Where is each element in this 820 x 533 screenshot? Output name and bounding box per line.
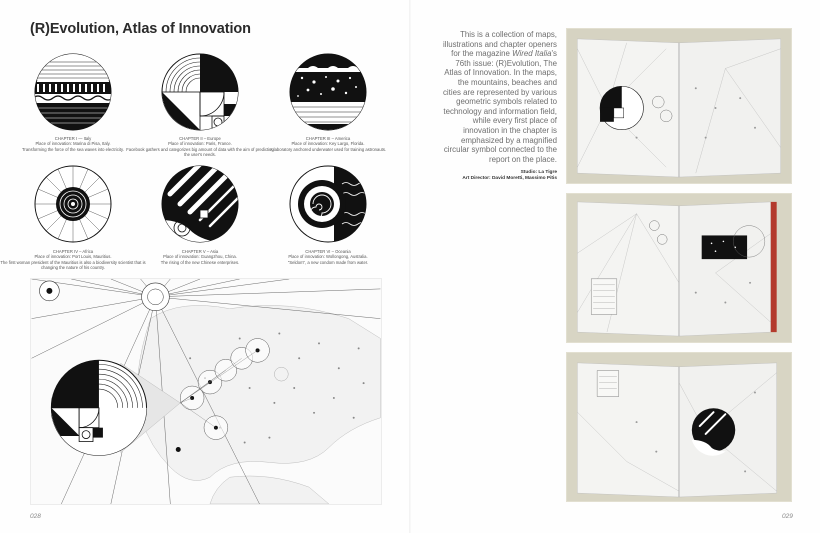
photo-book-spread-3 [566, 352, 792, 502]
chapter-emblem-italy [33, 52, 113, 132]
caption-place: Place of innovation: Key Largo, Florida. [291, 141, 365, 147]
caption-heading: CHAPTER V – Asia [181, 249, 219, 254]
caption-place: Place of innovation: Port Louis, Mauritius. [34, 254, 112, 260]
photo-book-spread-1 [566, 28, 792, 184]
caption-place: Place of innovation: Paris, France. [168, 141, 232, 147]
caption-oceania [253, 249, 403, 265]
caption-place: Place of innovation: Wollongong, Australia. [288, 254, 368, 260]
studio-credit: Studio: La Tigre [520, 170, 557, 175]
page-number-right: 029 [782, 513, 793, 520]
caption-heading: CHAPTER II – Europe [179, 136, 221, 141]
book-gutter [409, 0, 411, 533]
caption-description: Facebook gathers and categorizes big amount of data with the aim of predicting the user's needs. [126, 146, 274, 158]
caption-heading: CHAPTER III – America [305, 136, 351, 141]
art-director-credit: Art Director: David Moretti, Massimo Pitis [462, 176, 557, 182]
intro-text-part: This is a collection of maps, illustrations and chapter openers for the magazine [442, 30, 557, 59]
intro-text [441, 30, 557, 164]
caption-heading: CHAPTER VI – Oceania [305, 249, 351, 254]
credits [441, 170, 557, 183]
caption-place: Place of innovation: Guangzhou, China. [163, 254, 237, 260]
chapter-emblem-america [288, 52, 368, 132]
chapter-emblem-africa [33, 164, 113, 244]
europe-map-illustration [30, 278, 382, 505]
magazine-name: Wired Italia [512, 49, 552, 59]
photo-book-spread-2 [566, 193, 792, 343]
caption-description: A laboratory anchored underwater used for training astronauts. [269, 146, 387, 152]
caption-description: Transforming the force of the sea waves into electricity. [22, 146, 124, 152]
intro-body [443, 30, 557, 164]
page-number-left: 028 [30, 513, 41, 520]
chapter-emblem-oceania [288, 164, 368, 244]
caption-description: The first woman president of the Mauritius is also a biodiversity scientist that is changing the nature of his country. [0, 259, 146, 271]
caption-heading: CHAPTER I — Italy [54, 136, 92, 141]
page-title: (R)Evolution, Atlas of Innovation [30, 21, 251, 37]
caption-place: Place of innovation: Marina di Pisa, Italy. [35, 141, 111, 147]
intro-text-part: 's 76th issue: (R)Evolution, The Atlas of Innovation. In the maps, the mountains, beaches and cities are represented by various geometric symbols related to technology and information field, while every first place of innovation in the chapter is emphasized by a magnified circular symbol connected to the report on the place. [442, 49, 557, 164]
caption-america [253, 136, 403, 152]
caption-description: The rising of the new Chinese enterprises. [160, 259, 240, 265]
chapter-emblem-europe [160, 52, 240, 132]
caption-description: "Seldom", a new condom made from water. [287, 259, 369, 265]
chapter-emblem-asia [160, 164, 240, 244]
caption-heading: CHAPTER IV – Africa [52, 249, 94, 254]
